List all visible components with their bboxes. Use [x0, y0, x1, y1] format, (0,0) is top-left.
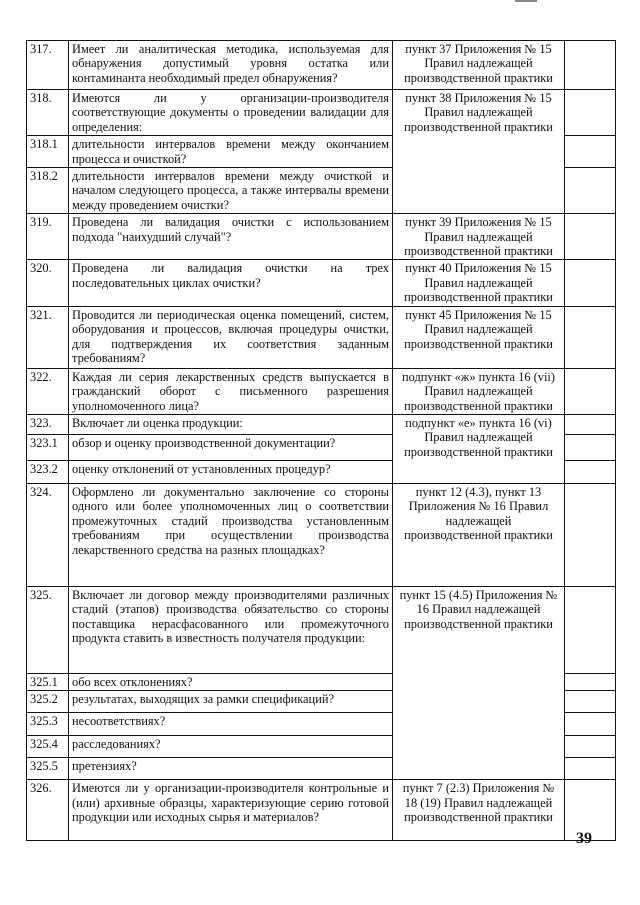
row-number: 326.	[27, 780, 69, 841]
row-number: 322.	[27, 368, 69, 414]
row-number: 318.	[27, 90, 69, 136]
row-number: 324.	[27, 483, 69, 586]
answer-cell[interactable]	[565, 483, 616, 586]
question-text: Включает ли договор между производителями различных стадий (этапов) производства обязательство со стороны поставщика нерасфасованного или промежуточного продукта ставить в известность получателя продукции:	[69, 586, 393, 673]
question-text: Имеются ли у организации-производителя соответствующие документы о проведении валидации для определения:	[69, 90, 393, 136]
row-number: 321.	[27, 306, 69, 368]
checklist-page	[26, 40, 615, 841]
question-text: Включает ли оценка продукции:	[69, 414, 393, 434]
question-text: Каждая ли серия лекарственных средств выпускается в гражданский оборот с письменного разрешения уполномоченного лица?	[69, 368, 393, 414]
question-text: Оформлено ли документально заключение со стороны одного или более уполномоченных лиц о соответствии промежуточных стадий производства установленным требованиям при осуществлении производства лекарственного средства на разных площадках?	[69, 483, 393, 586]
answer-cell[interactable]	[565, 713, 616, 736]
row-number: 320.	[27, 260, 69, 306]
answer-cell[interactable]	[565, 368, 616, 414]
question-text: Проведена ли валидация очистки на трех последовательных циклах очистки?	[69, 260, 393, 306]
row-number: 318.2	[27, 168, 69, 214]
question-text: длительности интервалов времени между очисткой и началом следующего процесса, а также интервалы времени между проведением очистки?	[69, 168, 393, 214]
scan-mark	[515, 0, 537, 2]
answer-cell[interactable]	[565, 736, 616, 758]
question-text: обзор и оценку производственной документации?	[69, 434, 393, 460]
checklist-table	[26, 40, 616, 841]
table-row	[27, 780, 616, 841]
answer-cell[interactable]	[565, 460, 616, 483]
row-number: 323.	[27, 414, 69, 434]
row-number: 317.	[27, 41, 69, 90]
row-number: 323.1	[27, 434, 69, 460]
question-text: оценку отклонений от установленных процедур?	[69, 460, 393, 483]
table-row	[27, 214, 616, 260]
table-row	[27, 368, 616, 414]
question-text: расследованиях?	[69, 736, 393, 758]
table-row	[27, 41, 616, 90]
reference-text: пункт 38 Приложения № 15 Правил надлежащей производственной практики	[393, 90, 565, 214]
answer-cell[interactable]	[565, 414, 616, 434]
question-text: Проводится ли периодическая оценка помещений, систем, оборудования и процессов, включая процедуры очистки, для подтверждения их соответствия заданным требованиям?	[69, 306, 393, 368]
question-text: обо всех отклонениях?	[69, 673, 393, 690]
row-number: 318.1	[27, 136, 69, 168]
answer-cell[interactable]	[565, 673, 616, 690]
reference-text: пункт 37 Приложения № 15 Правил надлежащей производственной практики	[393, 41, 565, 90]
table-row	[27, 260, 616, 306]
row-number: 325.2	[27, 691, 69, 713]
reference-text: пункт 7 (2.3) Приложения № 18 (19) Правил надлежащей производственной практики	[393, 780, 565, 841]
reference-text: пункт 40 Приложения № 15 Правил надлежащей производственной практики	[393, 260, 565, 306]
question-text: Проведена ли валидация очистки с использованием подхода "наихудший случай"?	[69, 214, 393, 260]
answer-cell[interactable]	[565, 90, 616, 136]
table-row	[27, 483, 616, 586]
answer-cell[interactable]	[565, 691, 616, 713]
answer-cell[interactable]	[565, 586, 616, 673]
page-number: 39	[576, 830, 592, 847]
row-number: 323.2	[27, 460, 69, 483]
answer-cell[interactable]	[565, 214, 616, 260]
row-number: 325.1	[27, 673, 69, 690]
row-number: 325.5	[27, 758, 69, 780]
table-row	[27, 414, 616, 434]
row-number: 325.3	[27, 713, 69, 736]
answer-cell[interactable]	[565, 41, 616, 90]
reference-text: пункт 39 Приложения № 15 Правил надлежащей производственной практики	[393, 214, 565, 260]
answer-cell[interactable]	[565, 168, 616, 214]
reference-text: пункт 45 Приложения № 15 Правил надлежащей производственной практики	[393, 306, 565, 368]
reference-text: пункт 15 (4.5) Приложения № 16 Правил надлежащей производственной практики	[393, 586, 565, 779]
answer-cell[interactable]	[565, 260, 616, 306]
row-number: 325.	[27, 586, 69, 673]
row-number: 325.4	[27, 736, 69, 758]
table-row	[27, 586, 616, 673]
answer-cell[interactable]	[565, 136, 616, 168]
question-text: несоответствиях?	[69, 713, 393, 736]
question-text: Имеет ли аналитическая методика, используемая для обнаружения допустимый уровня остатка или контаминанта необходимый предел обнаружения?	[69, 41, 393, 90]
question-text: длительности интервалов времени между окончанием процесса и очисткой?	[69, 136, 393, 168]
table-row	[27, 90, 616, 136]
answer-cell[interactable]	[565, 758, 616, 780]
question-text: претензиях?	[69, 758, 393, 780]
reference-text: подпункт «е» пункта 16 (vi) Правил надлежащей производственной практики	[393, 414, 565, 483]
answer-cell[interactable]	[565, 434, 616, 460]
reference-text: подпункт «ж» пункта 16 (vii) Правил надлежащей производственной практики	[393, 368, 565, 414]
answer-cell[interactable]	[565, 306, 616, 368]
question-text: результатах, выходящих за рамки спецификаций?	[69, 691, 393, 713]
table-row	[27, 306, 616, 368]
row-number: 319.	[27, 214, 69, 260]
question-text: Имеются ли у организации-производителя контрольные и (или) архивные образцы, характеризующие серию готовой продукции или исходных сырья и материалов?	[69, 780, 393, 841]
reference-text: пункт 12 (4.3), пункт 13 Приложения № 16 Правил надлежащей производственной практики	[393, 483, 565, 586]
